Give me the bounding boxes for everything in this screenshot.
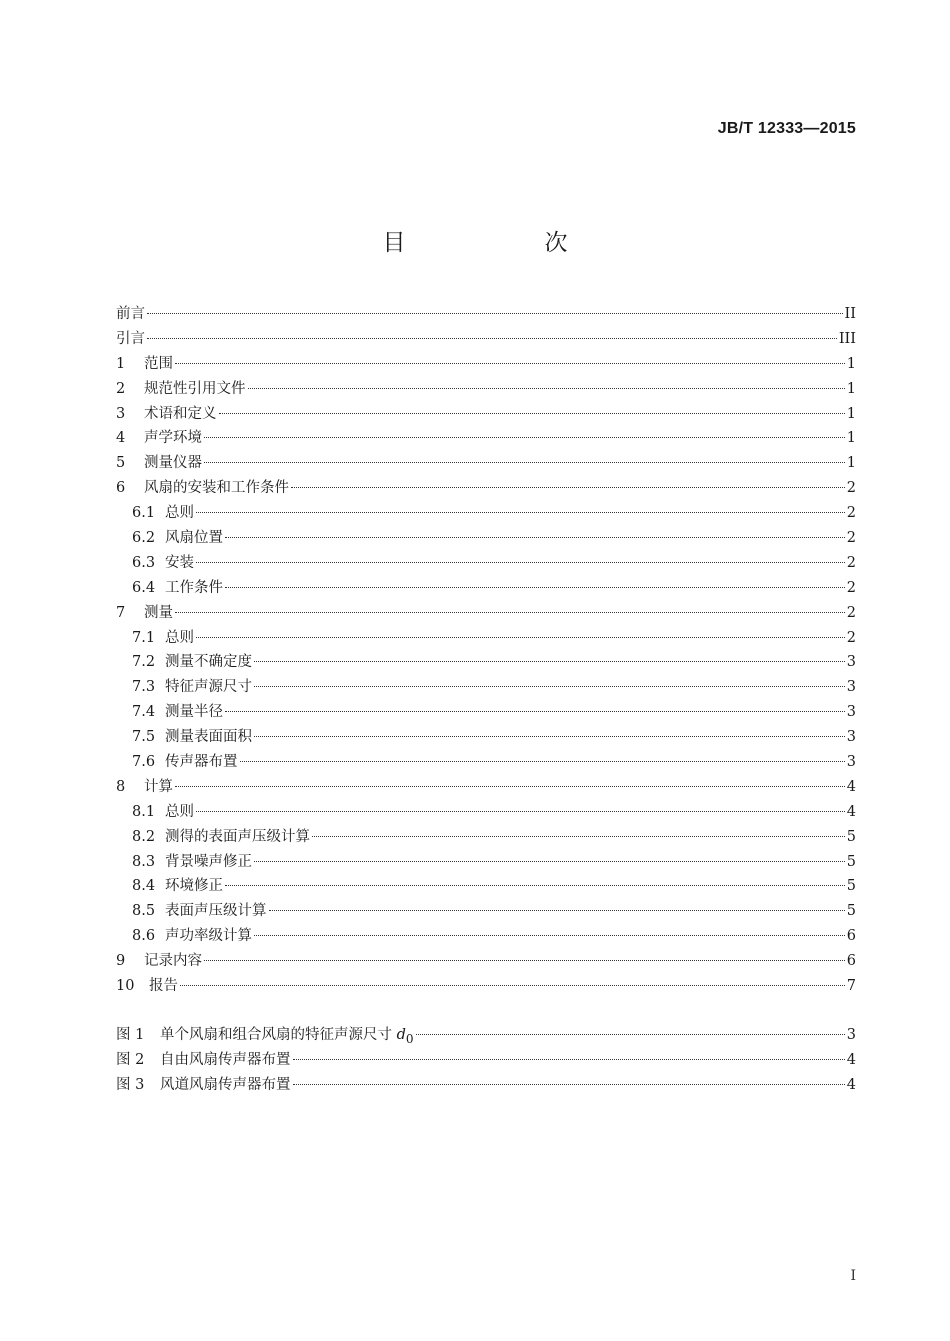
figure-label: 风道风扇传声器布置: [160, 1076, 291, 1093]
toc-entry-label: 测量半径: [165, 704, 223, 721]
toc-entry-label: 总则: [165, 803, 194, 820]
toc-entry-label: 记录内容: [144, 953, 202, 970]
dot-leader: [225, 885, 845, 886]
dot-leader: [175, 786, 845, 787]
toc-entry-page: 5: [846, 828, 856, 845]
toc-entry-number: 6: [116, 480, 126, 497]
toc-entry-number: 8.3: [132, 853, 156, 870]
toc-entry-label: 传声器布置: [165, 754, 238, 771]
toc-entry-page: 3: [846, 754, 856, 771]
toc-entry-number: 7.4: [132, 704, 156, 721]
toc-entry-label: 总则: [165, 629, 194, 646]
toc-entry-page: 2: [846, 604, 856, 621]
toc-entry-8-6[interactable]: [116, 924, 856, 949]
toc-entry-8-3[interactable]: [116, 850, 856, 875]
figure-number: 图 3: [116, 1076, 145, 1093]
toc-entry-label: 测量表面面积: [165, 729, 252, 746]
toc-entry-number: 3: [116, 405, 126, 422]
toc-entry-number: 8.6: [132, 928, 156, 945]
toc-entry-7-3[interactable]: [116, 675, 856, 700]
toc-entry-7-6[interactable]: [116, 750, 856, 775]
toc-entry-page: 1: [846, 430, 856, 447]
dot-leader: [196, 811, 845, 812]
toc-entry-page: 3: [846, 729, 856, 746]
toc-entry-label: 风扇的安装和工作条件: [144, 480, 289, 497]
dot-leader: [240, 761, 845, 762]
page-title: 目 次: [382, 230, 626, 256]
toc-entry-number: 10: [116, 978, 135, 995]
toc-entry-page: 2: [846, 579, 856, 596]
toc-entry-label: 计算: [144, 778, 173, 795]
toc-entry-6-3[interactable]: [116, 551, 856, 576]
toc-entry-number: 5: [116, 455, 126, 472]
toc-entry-page: 7: [846, 978, 856, 995]
toc-entry-label: 范围: [144, 355, 173, 372]
toc-entry-introduction[interactable]: [116, 327, 856, 352]
figure-symbol-subscript: 0: [405, 1031, 414, 1046]
toc-entry-7-4[interactable]: [116, 700, 856, 725]
toc-entry-label: 引言: [116, 330, 145, 347]
toc-entry-label: 环境修正: [165, 878, 223, 895]
toc-entry-label: 安装: [165, 554, 194, 571]
toc-entry-8[interactable]: [116, 775, 856, 800]
toc-entry-2[interactable]: [116, 377, 856, 402]
dot-leader: [293, 1084, 845, 1085]
toc-entry-label: 规范性引用文件: [144, 380, 246, 397]
toc-entry-page: 5: [846, 878, 856, 895]
toc-entry-number: 6.2: [132, 530, 156, 547]
toc-entry-1[interactable]: [116, 352, 856, 377]
figure-number: 图 1: [116, 1027, 145, 1043]
toc-entry-label: 报告: [149, 978, 178, 995]
dot-leader: [291, 487, 845, 488]
toc-entry-8-1[interactable]: [116, 800, 856, 825]
dot-leader: [416, 1034, 845, 1035]
toc-entry-page: 4: [846, 803, 856, 820]
toc-entry-label: 工作条件: [165, 579, 223, 596]
toc-entry-number: 7: [116, 604, 126, 621]
toc-entry-page: 1: [846, 455, 856, 472]
toc-entry-9[interactable]: [116, 949, 856, 974]
toc-entry-page: 2: [846, 505, 856, 522]
toc-entry-label: 总则: [165, 505, 194, 522]
figure-entry-2[interactable]: [116, 1048, 856, 1073]
dot-leader: [293, 1059, 845, 1060]
dot-leader: [219, 413, 845, 414]
toc-entry-number: 8.1: [132, 803, 156, 820]
toc-entry-6-1[interactable]: [116, 501, 856, 526]
toc-entry-page: 5: [846, 853, 856, 870]
toc-entry-page: 2: [846, 530, 856, 547]
toc-entry-page: 3: [846, 654, 856, 671]
toc-entry-number: 6.3: [132, 554, 156, 571]
toc-entry-page: 1: [846, 405, 856, 422]
toc-entry-label: 表面声压级计算: [165, 903, 267, 920]
toc-entry-page: 3: [846, 704, 856, 721]
toc-entry-6-2[interactable]: [116, 526, 856, 551]
toc-entry-7-5[interactable]: [116, 725, 856, 750]
toc-entry-4[interactable]: [116, 426, 856, 451]
figure-entry-1[interactable]: [116, 1023, 856, 1048]
dot-leader: [225, 537, 845, 538]
toc-entry-label: 测量仪器: [144, 455, 202, 472]
toc-entry-6-4[interactable]: [116, 576, 856, 601]
toc-entry-number: 6.4: [132, 579, 156, 596]
toc-entry-page: 5: [846, 903, 856, 920]
toc-entry-label: 术语和定义: [144, 405, 217, 422]
dot-leader: [196, 562, 845, 563]
toc-entry-5[interactable]: [116, 451, 856, 476]
toc-entry-7-2[interactable]: [116, 650, 856, 675]
toc-entry-page: 2: [846, 629, 856, 646]
table-of-contents: [116, 302, 856, 999]
dot-leader: [269, 910, 845, 911]
toc-entry-number: 7.1: [132, 629, 156, 646]
dot-leader: [225, 711, 845, 712]
toc-entry-label: 声功率级计算: [165, 928, 252, 945]
toc-entry-page: 6: [846, 953, 856, 970]
toc-entry-number: 1: [116, 355, 126, 372]
toc-entry-page: III: [838, 330, 856, 347]
toc-entry-number: 7.5: [132, 729, 156, 746]
toc-entry-8-5[interactable]: [116, 899, 856, 924]
dot-leader: [254, 661, 845, 662]
toc-entry-3[interactable]: [116, 402, 856, 427]
dot-leader: [196, 637, 845, 638]
toc-entry-label: 测量不确定度: [165, 654, 252, 671]
figure-symbol: d: [396, 1027, 406, 1043]
toc-entry-8-4[interactable]: [116, 874, 856, 899]
toc-entry-8-2[interactable]: [116, 825, 856, 850]
dot-leader: [196, 512, 845, 513]
toc-entry-number: 8.5: [132, 903, 156, 920]
toc-entry-page: 1: [846, 355, 856, 372]
toc-entry-number: 8.2: [132, 828, 156, 845]
dot-leader: [204, 437, 845, 438]
toc-entry-number: 7.6: [132, 754, 156, 771]
dot-leader: [248, 388, 845, 389]
toc-entry-7-1[interactable]: [116, 626, 856, 651]
toc-entry-label: 测量: [144, 604, 173, 621]
figure-label: 自由风扇传声器布置: [160, 1051, 291, 1068]
toc-entry-label: 声学环境: [144, 430, 202, 447]
figure-page: 3: [846, 1027, 856, 1043]
figure-entry-3[interactable]: [116, 1073, 856, 1098]
toc-entry-page: 2: [846, 480, 856, 497]
toc-entry-page: 2: [846, 554, 856, 571]
figure-page: 4: [846, 1076, 856, 1093]
dot-leader: [312, 836, 845, 837]
toc-entry-number: 6.1: [132, 505, 156, 522]
toc-entry-page: II: [844, 306, 856, 322]
toc-entry-7[interactable]: [116, 601, 856, 626]
dot-leader: [147, 338, 837, 339]
document-code: JB/T 12333—2015: [717, 120, 856, 137]
dot-leader: [175, 612, 845, 613]
toc-entry-number: 7.2: [132, 654, 156, 671]
toc-entry-number: 2: [116, 380, 126, 397]
toc-entry-page: 6: [846, 928, 856, 945]
dot-leader: [254, 861, 845, 862]
toc-entry-10[interactable]: [116, 974, 856, 999]
figure-number: 图 2: [116, 1051, 145, 1068]
toc-entry-page: 4: [846, 778, 856, 795]
toc-entry-page: 3: [846, 679, 856, 696]
dot-leader: [254, 686, 845, 687]
toc-entry-number: 9: [116, 953, 126, 970]
figure-label: 单个风扇和组合风扇的特征声源尺寸 $d_0$: [160, 1027, 414, 1046]
dot-leader: [254, 935, 845, 936]
toc-entry-number: 8.4: [132, 878, 156, 895]
figure-page: 4: [846, 1051, 856, 1068]
toc-entry-label: 背景噪声修正: [165, 853, 252, 870]
toc-entry-number: 7.3: [132, 679, 156, 696]
toc-entry-number: 4: [116, 430, 126, 447]
toc-entry-page: 1: [846, 380, 856, 397]
dot-leader: [204, 960, 845, 961]
toc-entry-label: 前言: [116, 306, 145, 322]
toc-entry-6[interactable]: [116, 476, 856, 501]
toc-entry-label: 风扇位置: [165, 530, 223, 547]
toc-entry-number: 8: [116, 778, 126, 795]
list-of-figures: [116, 1023, 856, 1098]
page-number: I: [850, 1268, 856, 1284]
toc-entry-foreword[interactable]: [116, 302, 856, 327]
dot-leader: [204, 462, 845, 463]
dot-leader: [254, 736, 845, 737]
toc-entry-label: 特征声源尺寸: [165, 679, 252, 696]
toc-entry-label: 测得的表面声压级计算: [165, 828, 310, 845]
dot-leader: [225, 587, 845, 588]
dot-leader: [147, 313, 843, 314]
dot-leader: [175, 363, 845, 364]
dot-leader: [180, 985, 845, 986]
